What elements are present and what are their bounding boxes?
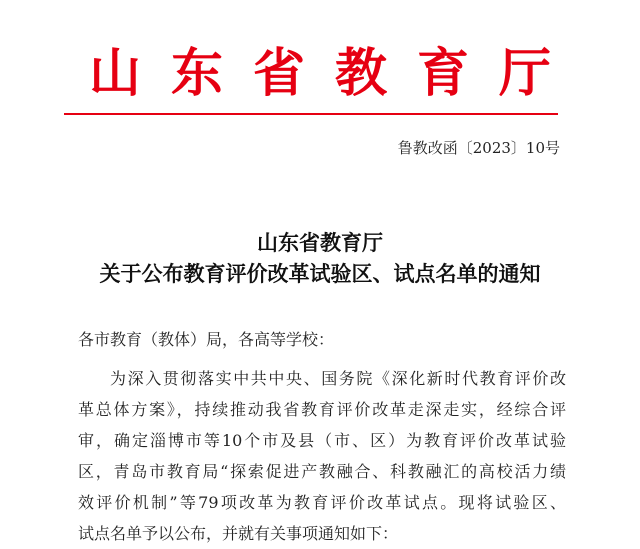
body-line: 审，确定淄博市等10个市及县（市、区）为教育评价改革试验: [78, 431, 566, 450]
addressee: 各市教育（教体）局，各高等学校：: [78, 330, 335, 349]
notice-title-line-2: 关于公布教育评价改革试验区、试点名单的通知: [99, 262, 541, 286]
masthead-red-divider: [64, 113, 558, 115]
body-line: 为深入贯彻落实中共中央、国务院《深化新时代教育评价改: [110, 369, 566, 388]
notice-title-line-1: 山东省教育厅: [257, 231, 383, 255]
document-number: 鲁教改函〔2023〕10号: [397, 139, 560, 157]
body-paragraph: [78, 363, 566, 549]
masthead-agency-name: 山东省教育厅: [88, 43, 581, 104]
body-line: 区，青岛市教育局“探索促进产教融合、科教融汇的高校活力绩: [78, 462, 566, 481]
body-line: 效评价机制”等79项改革为教育评价改革试点。现将试验区、: [78, 493, 566, 512]
body-line: 革总体方案》，持续推动我省教育评价改革走深走实，经综合评: [78, 400, 566, 419]
notice-title: [0, 228, 640, 290]
body-line: 试点名单予以公布，并就有关事项通知如下：: [78, 524, 399, 543]
